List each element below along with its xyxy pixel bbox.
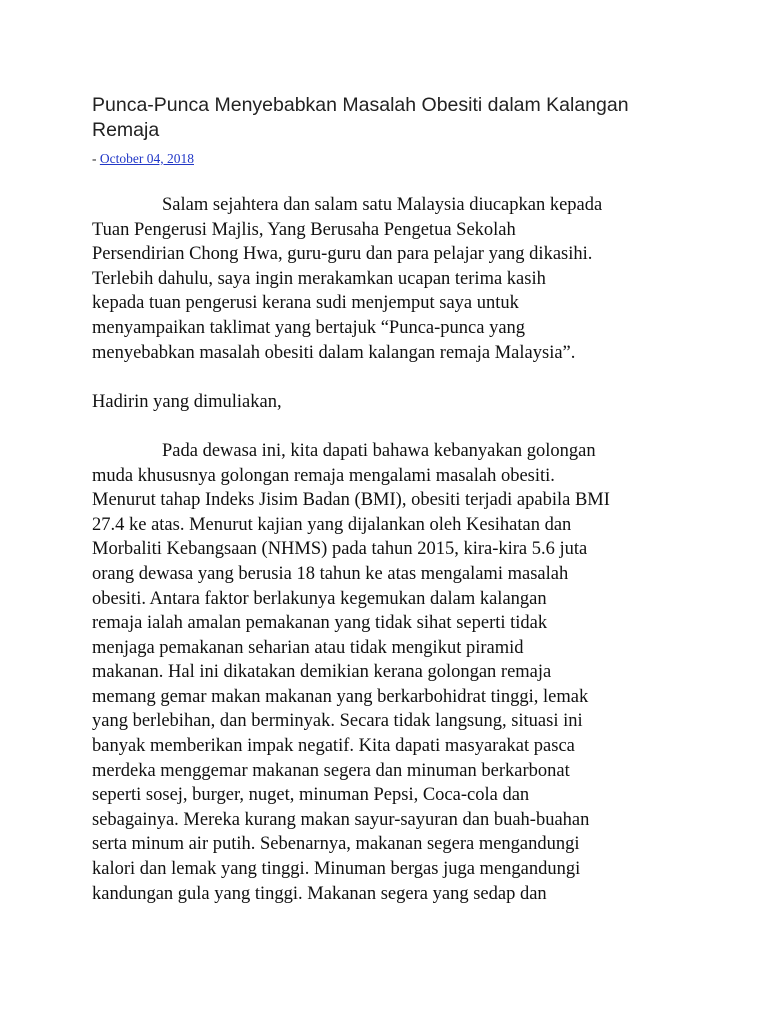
paragraph-line — [92, 611, 692, 636]
body-paragraph — [92, 193, 692, 365]
line-text: Morbaliti Kebangsaan (NHMS) pada tahun 2015, kira-kira 5.6 juta — [92, 539, 588, 560]
paragraph-line — [92, 832, 692, 857]
paragraph-line — [92, 390, 692, 415]
post-title: Punca-Punca Menyebabkan Masalah Obesiti dalam Kalangan Remaja — [92, 94, 629, 141]
line-text: makanan. Hal ini dikatakan demikian kerana golongan remaja — [92, 662, 552, 683]
paragraph-line — [92, 734, 692, 759]
line-text: sebagainya. Mereka kurang makan sayur-sayuran dan buah-buahan — [92, 809, 590, 830]
line-text: serta minum air putih. Sebenarnya, makanan segera mengandungi — [92, 834, 580, 855]
paragraph-line — [92, 537, 692, 562]
paragraph-line — [92, 464, 692, 489]
paragraph-line — [92, 562, 692, 587]
paragraph-line — [92, 316, 692, 341]
line-text: kandungan gula yang tinggi. Makanan segera yang sedap dan — [92, 883, 547, 904]
line-text: menyebabkan masalah obesiti dalam kalangan remaja Malaysia”. — [92, 342, 576, 363]
line-text: Salam sejahtera dan salam satu Malaysia diucapkan kepada — [162, 195, 603, 215]
line-text: menyampaikan taklimat yang bertajuk “Punca-punca yang — [92, 317, 526, 338]
paragraph-line — [92, 291, 692, 316]
line-text: Tuan Pengerusi Majlis, Yang Berusaha Pengetua Sekolah — [92, 219, 516, 240]
paragraph-line — [92, 636, 692, 661]
paragraph-line — [92, 783, 692, 808]
line-text: yang berlebihan, dan berminyak. Secara tidak langsung, situasi ini — [92, 711, 583, 732]
line-text: Menurut tahap Indeks Jisim Badan (BMI), obesiti terjadi apabila BMI — [92, 490, 610, 511]
line-text: memang gemar makan makanan yang berkarbohidrat tinggi, lemak — [92, 686, 589, 707]
line-text: Persendirian Chong Hwa, guru-guru dan para pelajar yang dikasihi. — [92, 244, 593, 265]
paragraph-line — [92, 808, 692, 833]
line-text: Terlebih dahulu, saya ingin merakamkan ucapan terima kasih — [92, 268, 546, 289]
paragraph-line — [92, 267, 692, 292]
line-text: Hadirin yang dimuliakan, — [92, 391, 282, 412]
line-text: remaja ialah amalan pemakanan yang tidak sihat seperti tidak — [92, 613, 548, 634]
paragraph-line — [92, 242, 692, 267]
paragraph-line — [92, 341, 692, 366]
paragraph-line — [92, 685, 692, 710]
paragraph-line — [92, 488, 692, 513]
paragraph-line — [92, 759, 692, 784]
paragraph-line — [92, 660, 692, 685]
paragraph-line — [92, 193, 692, 218]
post-body — [92, 193, 692, 931]
body-paragraph — [92, 439, 692, 906]
line-text: orang dewasa yang berusia 18 tahun ke atas mengalami masalah — [92, 563, 569, 584]
post-date-link[interactable]: October 04, 2018 — [99, 151, 194, 166]
line-text: kepada tuan pengerusi kerana sudi menjemput saya untuk — [92, 293, 519, 314]
paragraph-line — [92, 587, 692, 612]
paragraph-line — [92, 857, 692, 882]
paragraph-line — [92, 218, 692, 243]
post-meta — [92, 151, 194, 167]
line-text: merdeka menggemar makanan segera dan minuman berkarbonat — [92, 760, 570, 781]
meta-prefix: - — [92, 151, 100, 166]
line-text: Pada dewasa ini, kita dapati bahawa kebanyakan golongan — [162, 440, 596, 461]
paragraph-line — [92, 882, 692, 907]
paragraph-line — [92, 709, 692, 734]
line-text: muda khususnya golongan remaja mengalami masalah obesiti. — [92, 465, 555, 486]
line-text: 27.4 ke atas. Menurut kajian yang dijalankan oleh Kesihatan dan — [92, 514, 572, 535]
body-paragraph — [92, 390, 692, 415]
paragraph-line — [92, 513, 692, 538]
line-text: kalori dan lemak yang tinggi. Minuman bergas juga mengandungi — [92, 859, 581, 880]
paragraph-line — [92, 439, 692, 464]
line-text: menjaga pemakanan seharian atau tidak mengikut piramid — [92, 637, 524, 658]
line-text: banyak memberikan impak negatif. Kita dapati masyarakat pasca — [92, 736, 575, 757]
line-text: obesiti. Antara faktor berlakunya kegemukan dalam kalangan — [92, 588, 547, 609]
line-text: seperti sosej, burger, nuget, minuman Pepsi, Coca-cola dan — [92, 785, 530, 806]
